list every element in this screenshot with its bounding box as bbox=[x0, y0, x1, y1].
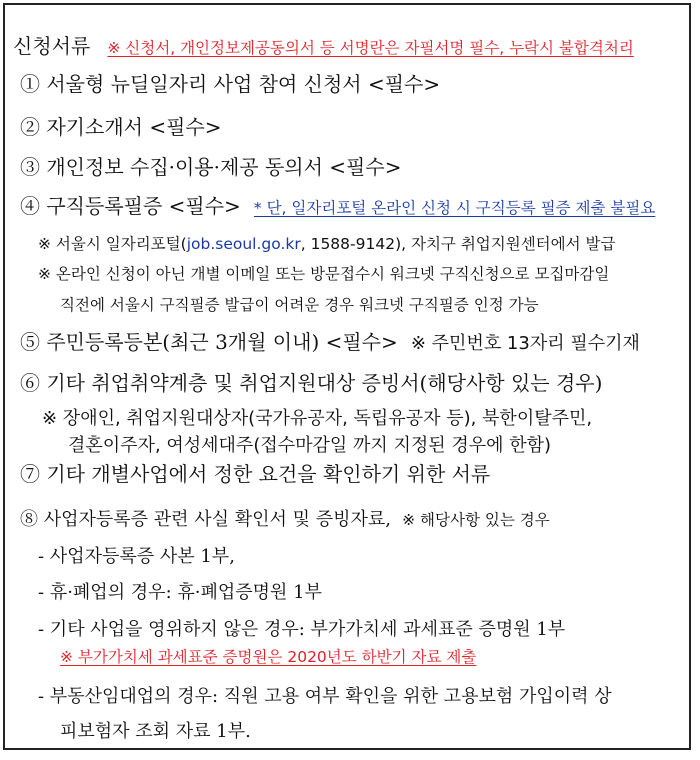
item-8-note: ※ 해당사항 있는 경우 bbox=[402, 511, 550, 529]
header-row bbox=[13, 30, 634, 59]
item-4-sub-2-line-1: ※ 온라인 신청이 아닌 개별 이메일 또는 방문접수시 워크넷 구직신청으로 모집마감일 bbox=[38, 265, 610, 283]
item-5-note: ※ 주민번호 13자리 필수기재 bbox=[410, 333, 640, 354]
item-8-row bbox=[20, 505, 550, 531]
item-4-sub-2-line-2: 직전에 서울시 구직필증 발급이 어려운 경우 워크넷 구직필증 인정 가능 bbox=[60, 296, 539, 314]
section-title: 신청서류 bbox=[13, 34, 91, 58]
item-2: ② 자기소개서 <필수> bbox=[20, 115, 222, 139]
item-4-note: * 단, 일자리포털 온라인 신청 시 구직등록 필증 제출 불필요 bbox=[253, 199, 656, 217]
item-6: ⑥ 기타 취업취약계층 및 취업지원대상 증빙서(해당사항 있는 경우) bbox=[20, 371, 603, 395]
item-4-sub-1 bbox=[38, 232, 615, 254]
item-8-detail-3: - 기타 사업을 영위하지 않은 경우: 부가가치세 과세표준 증명원 1부 bbox=[38, 619, 566, 640]
item-3: ③ 개인정보 수집·이용·제공 동의서 <필수> bbox=[20, 155, 402, 179]
item-8-detail-2: - 휴·폐업의 경우: 휴·폐업증명원 1부 bbox=[38, 582, 322, 603]
item-7: ⑦ 기타 개별사업에서 정한 요건을 확인하기 위한 서류 bbox=[20, 462, 491, 486]
item-4: ④ 구직등록필증 <필수> bbox=[20, 194, 241, 218]
item-8-detail-4-line-2: 피보험자 조회 자료 1부. bbox=[60, 721, 251, 742]
item-6-sub-line-1: ※ 장애인, 취업지원대상자(국가유공자, 독립유공자 등), 북한이탈주민, bbox=[42, 408, 593, 429]
item-8-detail-1: - 사업자등록증 사본 1부, bbox=[38, 546, 235, 567]
item-5-row bbox=[20, 326, 640, 355]
item-6-sub-line-2: 결혼이주자, 여성세대주(접수마감일 까지 지정된 경우에 한함) bbox=[68, 435, 552, 456]
item-4-sub-1-text-b: , 1588-9142), 자치구 취업지원센터에서 발급 bbox=[300, 235, 616, 253]
item-8-detail-4-line-1: - 부동산임대업의 경우: 직원 고용 여부 확인을 위한 고용보험 가입이력 상 bbox=[38, 686, 612, 707]
item-1: ① 서울형 뉴딜일자리 사업 참여 신청서 <필수> bbox=[20, 72, 441, 96]
signature-notice: ※ 신청서, 개인정보제공동의서 등 서명란은 자필서명 필수, 누락시 불합격처리 bbox=[107, 39, 634, 57]
item-4-sub-1-text-a: ※ 서울시 일자리포털( bbox=[38, 235, 187, 253]
item-8: ⑧ 사업자등록증 관련 사실 확인서 및 증빙자료, bbox=[20, 509, 392, 530]
item-5: ⑤ 주민등록등본(최근 3개월 이내) <필수> bbox=[20, 330, 398, 354]
item-4-row bbox=[20, 190, 655, 219]
item-8-detail-3-note: ※ 부가가치세 과세표준 증명원은 2020년도 하반기 자료 제출 bbox=[60, 648, 477, 666]
job-portal-link[interactable]: job.seoul.go.kr bbox=[186, 235, 301, 253]
